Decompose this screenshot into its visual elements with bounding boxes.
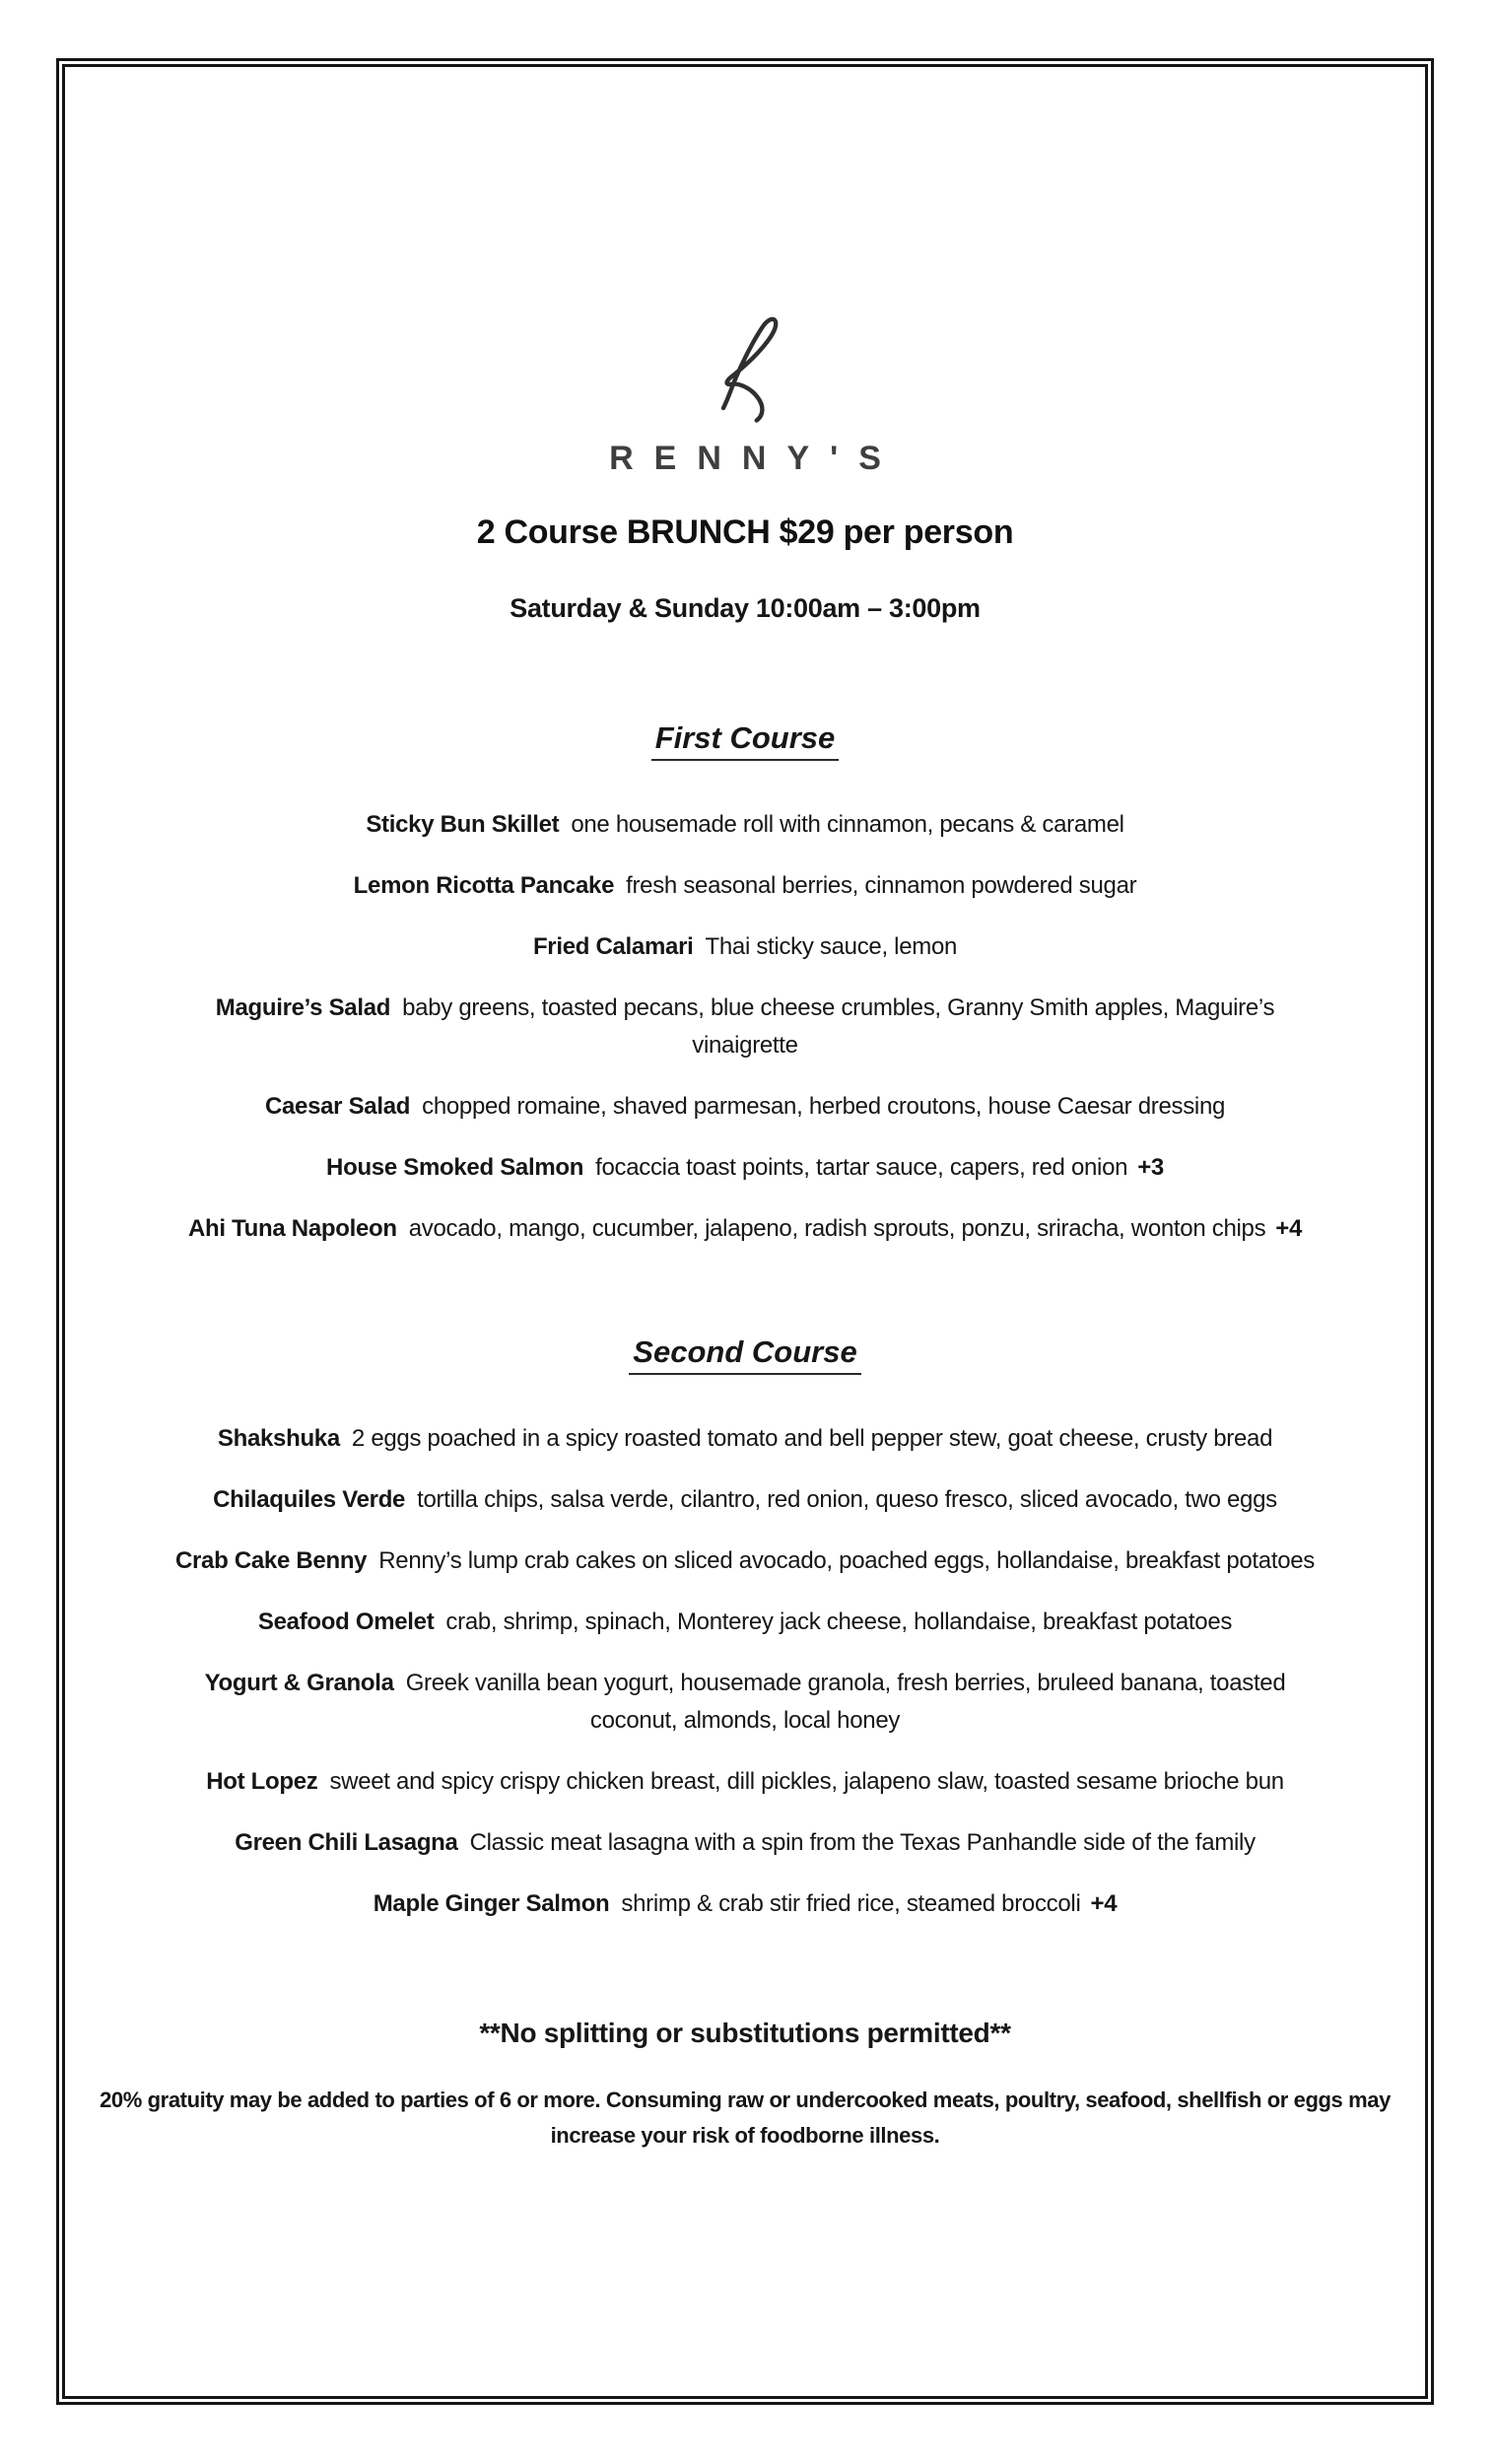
- menu-item-name: Ahi Tuna Napoleon: [187, 1215, 397, 1242]
- menu-frame: [56, 58, 1434, 2405]
- menu-item-price: +4: [1090, 1890, 1118, 1917]
- menu-item-name: Lemon Ricotta Pancake: [353, 872, 615, 899]
- menu-item-desc: shrimp & crab stir fried rice, steamed broccoli: [621, 1890, 1081, 1917]
- gratuity-disclaimer: 20% gratuity may be added to parties of 6 or more. Consuming raw or undercooked meats, poultry, seafood, shellfish or eggs may increase your risk of foodborne illness.: [100, 2088, 1391, 2148]
- menu-item: [75, 1420, 1415, 1458]
- second-course-heading-text: Second Course: [629, 1335, 860, 1375]
- menu-item-desc: 2 eggs poached in a spicy roasted tomato and bell pepper stew, goat cheese, crusty bread: [351, 1425, 1273, 1452]
- menu-item-name: Seafood Omelet: [257, 1608, 435, 1635]
- menu-item: [75, 867, 1415, 905]
- menu-hours: Saturday & Sunday 10:00am – 3:00pm: [510, 593, 981, 623]
- menu-item-name: Caesar Salad: [264, 1093, 411, 1120]
- menu-item-desc: sweet and spicy crispy chicken breast, dill pickles, jalapeno slaw, toasted sesame brioche bun: [329, 1768, 1284, 1795]
- menu-item: [75, 1763, 1415, 1801]
- menu-item: [75, 1481, 1415, 1519]
- menu-content: [65, 67, 1425, 2396]
- menu-item: [75, 1149, 1415, 1187]
- menu-item-desc: tortilla chips, salsa verde, cilantro, red onion, queso fresco, sliced avocado, two eggs: [417, 1486, 1277, 1513]
- menu-item: [75, 1542, 1415, 1580]
- menu-item: [173, 990, 1317, 1064]
- menu-item-name: Shakshuka: [217, 1425, 340, 1452]
- menu-item-name: House Smoked Salmon: [326, 1154, 584, 1181]
- menu-item-name: Green Chili Lasagna: [235, 1829, 458, 1856]
- no-substitutions-note: **No splitting or substitutions permitted**: [479, 2018, 1011, 2048]
- menu-item-desc: baby greens, toasted pecans, blue cheese crumbles, Granny Smith apples, Maguire’s vinaigrette: [402, 994, 1275, 1059]
- brand-name: RENNY'S: [609, 440, 902, 477]
- menu-item: [75, 1088, 1415, 1126]
- menu-item-desc: fresh seasonal berries, cinnamon powdered sugar: [626, 872, 1137, 899]
- menu-item-desc: Greek vanilla bean yogurt, housemade granola, fresh berries, bruleed banana, toasted coconut, almonds, local honey: [405, 1670, 1286, 1734]
- menu-item-desc: Thai sticky sauce, lemon: [705, 933, 958, 960]
- first-course-heading: [75, 720, 1415, 761]
- menu-item-name: Sticky Bun Skillet: [366, 811, 560, 838]
- script-r-icon: [702, 309, 788, 426]
- logo: [75, 309, 1415, 426]
- menu-item-desc: chopped romaine, shaved parmesan, herbed croutons, house Caesar dressing: [422, 1093, 1226, 1120]
- menu-item-name: Hot Lopez: [206, 1768, 318, 1795]
- menu-item: [75, 806, 1415, 844]
- menu-item: [173, 1665, 1317, 1740]
- menu-item-desc: focaccia toast points, tartar sauce, capers, red onion: [595, 1154, 1128, 1181]
- menu-item: [75, 1604, 1415, 1641]
- menu-item: [75, 1210, 1415, 1248]
- menu-item-price: +4: [1275, 1215, 1303, 1242]
- menu-item: [75, 1885, 1415, 1923]
- menu-item-desc: crab, shrimp, spinach, Monterey jack cheese, hollandaise, breakfast potatoes: [445, 1608, 1233, 1635]
- menu-item-name: Maguire’s Salad: [215, 994, 391, 1021]
- menu-item-desc: Classic meat lasagna with a spin from the Texas Panhandle side of the family: [469, 1829, 1256, 1856]
- menu-item-name: Yogurt & Granola: [204, 1670, 394, 1696]
- menu-title: 2 Course BRUNCH $29 per person: [476, 513, 1014, 551]
- menu-item-price: +3: [1137, 1154, 1164, 1181]
- menu-item-desc: Renny’s lump crab cakes on sliced avocado, poached eggs, hollandaise, breakfast potatoes: [378, 1547, 1316, 1574]
- menu-item: [75, 928, 1415, 966]
- first-course-list: [75, 806, 1415, 1248]
- menu-item-name: Fried Calamari: [532, 933, 694, 960]
- second-course-list: [75, 1420, 1415, 1923]
- menu-item-desc: one housemade roll with cinnamon, pecans & caramel: [571, 811, 1124, 838]
- first-course-heading-text: First Course: [651, 720, 840, 761]
- menu-item-name: Crab Cake Benny: [174, 1547, 368, 1574]
- menu-item: [75, 1824, 1415, 1862]
- menu-item-name: Maple Ginger Salmon: [373, 1890, 610, 1917]
- menu-item-desc: avocado, mango, cucumber, jalapeno, radish sprouts, ponzu, sriracha, wonton chips: [408, 1215, 1266, 1242]
- menu-item-name: Chilaquiles Verde: [213, 1486, 406, 1513]
- second-course-heading: [75, 1335, 1415, 1375]
